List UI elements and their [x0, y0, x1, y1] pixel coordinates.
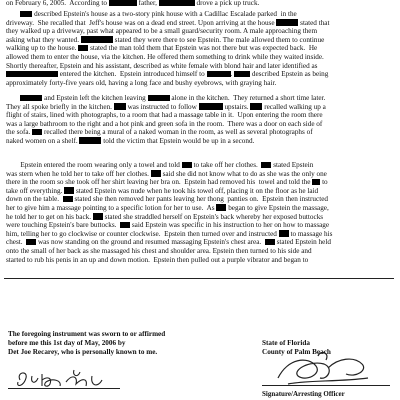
narrative-text: upstairs.: [222, 102, 251, 111]
narrative-line: [6, 120, 392, 129]
narrative-text: was now standing on the ground and resumed massaging Epstein's chest area.: [36, 238, 265, 247]
redaction-bar: [234, 71, 250, 78]
venue-county: County of Palm Beach: [262, 348, 331, 356]
redaction-bar: [26, 239, 36, 246]
narrative-text: Shortly thereafter, Epstein and his assistant, described as white female with blond hair and later identified as: [6, 61, 318, 70]
narrative-text: and Epstein left the kitchen leaving: [42, 94, 148, 102]
redaction-bar: [79, 137, 101, 144]
narrative-text: .: [230, 70, 235, 79]
narrative-line: [6, 0, 392, 8]
narrative-text: to: [320, 178, 328, 187]
jurat-block: [8, 330, 165, 356]
narrative-text: the sofa.: [6, 128, 33, 137]
redaction-bar: [78, 45, 88, 52]
redaction-bar: [109, 0, 137, 6]
narrative-text: described Epstein as being: [250, 70, 329, 79]
narrative-text: they walked up a driveway, past what appeared to be a small guard/security room. A male approaching them: [6, 27, 318, 36]
narrative-text: driveway. She recalled that Jeff's house was on a dead end street. Upon arriving at the house: [6, 18, 277, 27]
narrative-text: allowed them to enter the house, via the kitchen. He offered them something to drink while they waited inside.: [6, 52, 324, 61]
narrative-line: [6, 221, 392, 230]
narrative-line: [6, 213, 392, 222]
redaction-bar: [276, 19, 298, 26]
narrative-text: to massage his: [288, 229, 333, 238]
narrative-paragraph-house: [6, 10, 392, 87]
section-divider: [4, 278, 394, 279]
narrative-line: [6, 170, 392, 179]
narrative-line: [6, 178, 392, 187]
narrative-line: [6, 161, 392, 170]
narrative-text: walking up to the house.: [6, 44, 79, 53]
narrative-text: stated Epstein was nude when he took his towel off, placing it on the floor as he laid: [74, 186, 319, 195]
redaction-bar: [63, 196, 73, 203]
redaction-bar: [261, 162, 271, 169]
narrative-line: [6, 70, 392, 79]
redaction-bar: [250, 103, 262, 110]
redaction-bar: [32, 129, 42, 136]
narrative-text: recalled there being a mural of a naked woman in the room, as well as several photographs of: [42, 128, 313, 137]
narrative-line: [6, 238, 392, 247]
narrative-line: [6, 62, 392, 71]
jurat-line: before me this 1st day of May, 2006 by: [8, 338, 126, 347]
narrative-paragraph-massage-room: [6, 161, 392, 264]
narrative-text: [6, 10, 20, 18]
narrative-text: there in the room so she took off her shirt leaving her bra on. Epstein had removed his towel and told the: [6, 178, 313, 187]
redaction-bar: [148, 95, 170, 102]
narrative-text: recalled walking up a: [262, 102, 326, 111]
narrative-text: was instructed to follow: [125, 102, 199, 111]
jurat-line: The foregoing instrument was sworn to or affirmed: [8, 330, 166, 338]
redaction-bar: [279, 230, 289, 237]
redaction-bar: [64, 187, 74, 194]
narrative-text: to take off her clothes.: [191, 161, 262, 169]
narrative-text: was a large bathroom to the right and a hot pink and green sofa in the room. There was a door on each side of: [6, 119, 323, 128]
narrative-text: chest.: [6, 238, 27, 247]
narrative-text: were touching Epstein's bare buttocks.: [6, 221, 121, 230]
narrative-text: stated the man told them that Epstein was not there but was expected back. He: [88, 44, 318, 53]
narrative-text: down on the table.: [6, 195, 63, 204]
narrative-text: Epstein entered the room wearing only a towel and told: [6, 161, 182, 169]
narrative-text: alone in the kitchen. They returned a short time later.: [169, 94, 326, 102]
venue-state: State of Florida: [262, 339, 310, 347]
redaction-bar: [20, 95, 42, 102]
narrative-text: father,: [136, 0, 159, 7]
narrative-text: They all spoke briefly in the kitchen.: [6, 102, 114, 111]
narrative-text: stated Epstein: [271, 161, 314, 169]
narrative-text: stated they were there to see Epstein. The male allowed them to continue: [112, 35, 325, 44]
redaction-bar: [216, 204, 226, 211]
narrative-text: was stern when he told her to take off her clothes.: [6, 169, 151, 178]
narrative-text: stated she then removed her pants leaving her thong panties on. Epstein then instructed: [72, 195, 328, 204]
redaction-bar: [182, 162, 192, 169]
narrative-line: [6, 256, 392, 265]
narrative-line: [6, 128, 392, 137]
narrative-text: take off everything.: [6, 186, 65, 195]
redaction-bar: [6, 71, 58, 78]
narrative-line: [6, 230, 392, 239]
narrative-text: asking what they wanted.: [6, 35, 81, 44]
narrative-line: [6, 103, 392, 112]
narrative-line: [6, 187, 392, 196]
narrative-text: naked women on a shelf.: [6, 136, 80, 145]
redaction-bar: [93, 213, 103, 220]
narrative-text: him, telling her to go clockwise or counter clockwise. Epstein then turned over and instructed: [6, 229, 279, 238]
narrative-line: [6, 111, 392, 120]
narrative-text: drove a pick up truck.: [194, 0, 260, 7]
narrative-line: [6, 204, 392, 213]
narrative-text: on February 6, 2005. According to: [6, 0, 109, 7]
redaction-bar: [265, 239, 275, 246]
narrative-text: [6, 94, 20, 102]
narrative-text: approximately forty-five years old, having a long face and bushy eyebrows, with graying hair.: [6, 78, 277, 87]
narrative-line: [6, 44, 392, 53]
narrative-line: [6, 19, 392, 28]
narrative-text: stated Epstein held: [274, 238, 331, 247]
narrative-line: [6, 27, 392, 36]
narrative-line: [6, 53, 392, 62]
narrative-text: described Epstein's house as a two-story pink house with a Cadillac Escalade parked in the: [32, 10, 297, 18]
redaction-bar: [159, 0, 195, 6]
narrative-text: began to give Epstein the massage,: [226, 203, 329, 212]
narrative-top-fragment: [6, 0, 392, 8]
narrative-line: [6, 137, 392, 146]
narrative-text: her to give him a massage pointing to a specific lotion for her to use. As: [6, 203, 217, 212]
redaction-bar: [120, 222, 130, 229]
signature-label: Signature/Arresting Officer: [262, 390, 345, 398]
narrative-line: [6, 79, 392, 88]
narrative-line: [6, 36, 392, 45]
redaction-bar: [114, 103, 126, 110]
narrative-text: told the victim that Epstein would be up in a second.: [101, 136, 255, 145]
redaction-bar: [81, 36, 113, 43]
narrative-text: entered the kitchen. Epstein introduced himself to: [58, 70, 207, 79]
redaction-bar: [151, 170, 161, 177]
narrative-text: said she did not know what to do as she was the only one: [160, 169, 327, 178]
narrative-line: [6, 10, 392, 19]
redaction-bar: [207, 71, 231, 78]
narrative-text: stated she straddled herself on Epstein's back whereby her exposed buttocks: [102, 212, 324, 221]
narrative-line: [6, 94, 392, 103]
narrative-paragraph-kitchen: [6, 94, 392, 146]
redaction-bar: [20, 11, 32, 18]
jurat-line: Det Joe Recarey, who is personally known to me.: [8, 347, 158, 356]
narrative-text: started to rub his penis in an up and down motion. Epstein then pulled out a purple vibrator and began to: [6, 255, 309, 264]
narrative-text: stated that: [298, 18, 330, 27]
narrative-text: said Epstein was specific in his instruction to her on how to massage: [130, 221, 330, 230]
narrative-line: [6, 195, 392, 204]
narrative-text: onto the small of her back as she massaged his chest and shoulder area. Epstein then turned to his side and: [6, 246, 312, 255]
narrative-text: flight of stairs, lined with photographs, to a room that had a massage table in it. Upon entering the room there: [6, 111, 323, 120]
redaction-bar: [199, 103, 223, 110]
narrative-line: [6, 247, 392, 256]
narrative-text: he told her to get on his back.: [6, 212, 93, 221]
